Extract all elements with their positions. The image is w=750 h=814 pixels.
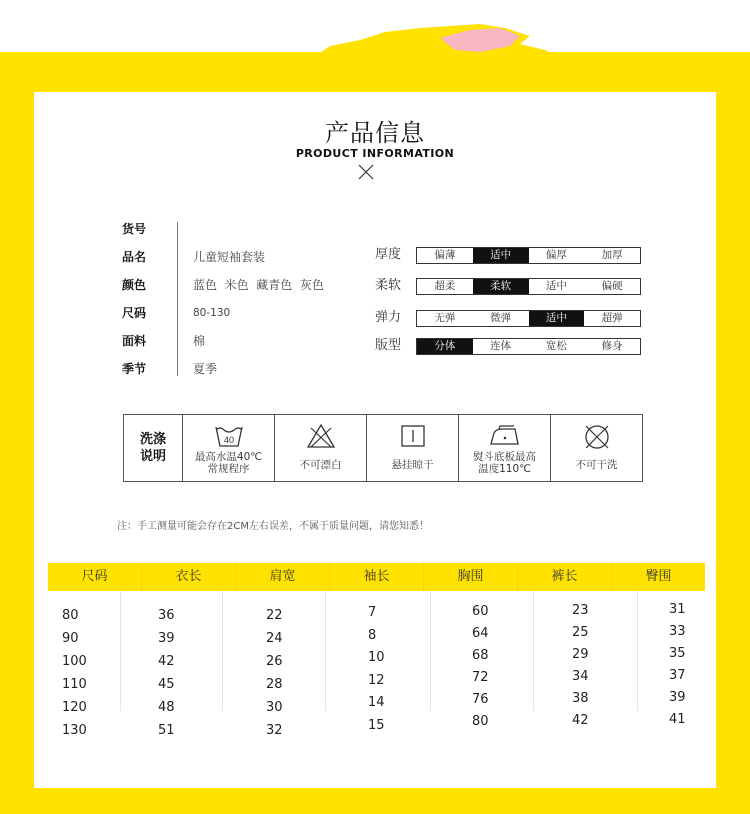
care-text: 温度110℃	[478, 463, 531, 475]
care-title	[124, 415, 183, 481]
attribute-option-selected: 适中	[529, 311, 585, 326]
attribute-option: 超柔	[434, 280, 456, 292]
size-table-cell: 15	[368, 717, 385, 733]
page-subtitle: PRODUCT INFORMATION	[295, 147, 455, 160]
care-item-wash	[183, 415, 275, 481]
size-table-cell: 25	[572, 625, 589, 640]
size-table-cell: 68	[472, 648, 489, 663]
info-values	[193, 220, 324, 388]
size-table-cell: 10	[368, 650, 385, 665]
hang-dry-icon	[398, 423, 428, 449]
care-item-bleach	[275, 415, 367, 481]
info-labels	[122, 220, 146, 388]
info-label: 颜色	[122, 278, 147, 292]
attribute-option: 修身	[601, 340, 623, 352]
attribute-scale	[416, 338, 641, 355]
size-table-cell: 28	[266, 677, 283, 692]
size-table-cell: 31	[669, 602, 686, 617]
attribute-option: 无弹	[434, 312, 456, 324]
size-table-cell: 34	[572, 669, 589, 684]
info-value: 儿童短袖套装	[193, 250, 266, 264]
size-table-cell: 110	[62, 677, 87, 692]
size-table-cell: 12	[368, 672, 385, 688]
no-bleach-icon	[306, 423, 336, 449]
info-value: 80-130	[193, 307, 231, 319]
size-table-cell: 24	[266, 631, 283, 646]
table-column-divider	[533, 591, 534, 711]
size-table-cell: 22	[266, 608, 283, 623]
iron-icon	[488, 423, 522, 449]
info-label: 面料	[122, 334, 147, 348]
wash-40-icon	[214, 423, 244, 449]
size-header-cell: 胸围	[424, 563, 518, 591]
size-table-cell: 42	[572, 713, 589, 728]
info-value: 蓝色 米色 藏青色 灰色	[193, 278, 324, 292]
attribute-label: 厚度	[375, 247, 402, 262]
no-dry-clean-icon	[582, 423, 612, 451]
size-table-cell: 80	[62, 608, 79, 623]
size-table-cell: 30	[266, 700, 283, 715]
measurement-note: 注：手工测量可能会存在2CM左右误差，不属于质量问题，请您知悉！	[117, 521, 429, 532]
care-item-iron	[459, 415, 551, 481]
attribute-option: 偏硬	[601, 280, 623, 292]
attribute-option: 超弹	[601, 312, 623, 324]
size-header-cell: 袖长	[330, 563, 424, 591]
size-table-cell: 130	[62, 723, 87, 738]
size-table-cell: 60	[472, 604, 489, 619]
care-text: 熨斗底板最高	[473, 451, 536, 463]
size-table-cell: 14	[368, 695, 385, 710]
info-label: 品名	[122, 250, 147, 264]
info-divider	[177, 222, 178, 376]
attribute-option: 偏厚	[545, 249, 567, 261]
attribute-option: 微弹	[490, 312, 512, 324]
care-text: 最高水温40℃	[194, 451, 263, 463]
care-text: 常规程序	[207, 463, 250, 475]
size-header-cell: 尺码	[48, 563, 142, 591]
size-table-cell: 72	[472, 670, 489, 685]
size-header-cell: 肩宽	[236, 563, 330, 591]
size-table-cell: 39	[158, 631, 175, 646]
wash-temp-badge: 40	[223, 435, 234, 445]
attribute-option: 加厚	[601, 249, 623, 261]
info-value	[193, 220, 324, 248]
size-table-cell: 76	[472, 692, 489, 707]
attribute-option-selected: 分体	[417, 339, 473, 354]
info-label: 货号	[122, 222, 147, 236]
table-column-divider	[120, 591, 121, 711]
size-table-cell: 39	[669, 690, 686, 705]
size-table-cell: 120	[62, 700, 87, 715]
size-table-cell: 32	[266, 723, 283, 738]
attribute-scale	[416, 310, 641, 327]
size-table-cell: 7	[368, 605, 377, 620]
size-table-cell: 38	[572, 691, 589, 706]
size-table-cell: 36	[158, 608, 175, 623]
attribute-label: 柔软	[375, 278, 402, 293]
size-table-cell: 33	[669, 624, 686, 639]
attribute-option-selected: 适中	[473, 248, 529, 263]
size-table-cell: 64	[472, 626, 489, 641]
attribute-option: 宽松	[545, 340, 567, 352]
size-table-cell: 41	[669, 712, 686, 727]
size-table-header	[48, 563, 705, 591]
size-table-cell: 90	[62, 631, 79, 646]
attribute-option-selected: 柔软	[473, 279, 529, 294]
size-table-cell: 80	[472, 714, 489, 729]
table-column-divider	[637, 591, 638, 711]
size-table-cell: 29	[572, 647, 589, 662]
size-table-cell: 48	[158, 700, 175, 715]
attribute-option: 适中	[545, 280, 567, 292]
care-item-dry	[367, 415, 459, 481]
care-text: 不可漂白	[299, 459, 342, 471]
attribute-option: 连体	[490, 340, 512, 352]
attribute-label: 弹力	[375, 310, 402, 325]
table-column-divider	[222, 591, 223, 711]
care-text: 不可干洗	[575, 459, 618, 471]
size-header-cell: 裤长	[518, 563, 612, 591]
size-table-cell: 42	[158, 654, 175, 669]
size-header-cell: 臀围	[645, 569, 672, 584]
x-mark-icon	[357, 163, 375, 181]
attribute-scale	[416, 247, 641, 264]
size-table-cell: 51	[158, 723, 175, 738]
size-table-cell: 45	[158, 677, 175, 692]
info-label: 尺码	[122, 306, 147, 320]
attribute-option: 偏薄	[434, 249, 456, 261]
attribute-scale	[416, 278, 641, 295]
size-table-cell: 100	[62, 654, 87, 669]
care-instructions	[123, 414, 643, 482]
care-text: 悬挂晾干	[391, 459, 434, 471]
info-value: 棉	[193, 334, 206, 348]
care-title-line: 洗涤	[139, 432, 166, 447]
size-table-cell: 37	[669, 668, 686, 683]
page-title: 产品信息	[325, 119, 425, 147]
info-value: 夏季	[193, 362, 218, 376]
size-header-cell: 衣长	[142, 563, 236, 591]
table-column-divider	[430, 591, 431, 711]
info-label: 季节	[122, 362, 147, 376]
attribute-label: 版型	[375, 338, 402, 353]
care-title-line: 说明	[139, 449, 166, 464]
size-table-cell: 8	[368, 627, 377, 643]
table-column-divider	[325, 591, 326, 711]
size-table-cell: 26	[266, 654, 283, 669]
size-table-cell: 35	[669, 646, 686, 661]
care-item-dry-clean	[551, 415, 642, 481]
size-table-cell: 23	[572, 603, 589, 618]
